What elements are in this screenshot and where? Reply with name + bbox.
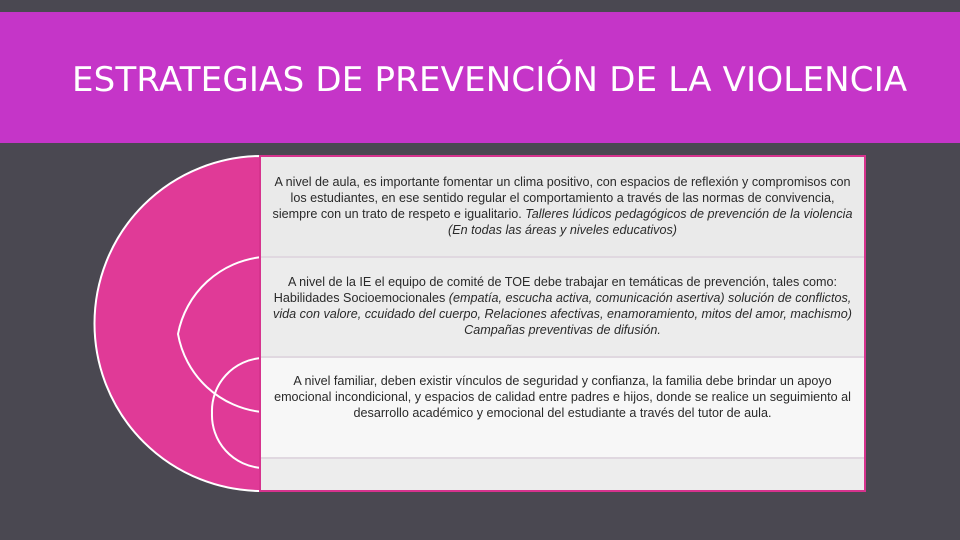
strategy-item-1-text: A nivel de aula, es importante fomentar un clima positivo, con espacios de reflexión y compromisos con los estudiantes, en ese sentido regular el comportamiento a través de las normas de convivencia, siempre con un trato de respeto e igualitario. [272, 175, 851, 221]
slide-title: ESTRATEGIAS DE PREVENCIÓN DE LA VIOLENCIA [72, 60, 908, 100]
strategy-item-3 [260, 357, 865, 458]
strategy-item-1 [260, 156, 865, 257]
strategy-item-empty [260, 458, 865, 491]
strategy-item-2-italic: (empatía, escucha activa, comunicación asertiva) solución de conflictos, vida con valore, ccuidado del cuerpo, Relaciones afectivas, enamoramiento, mitos del amor, machismo) Campañas preventivas de difusión. [273, 291, 852, 337]
strategy-item-2 [260, 257, 865, 357]
strategy-item-2-text: A nivel de la IE el equipo de comité de TOE debe trabajar en temáticas de prevención, tales como: Habilidades Socioemocionales [273, 275, 838, 305]
strategy-item-3-text: A nivel familiar, deben existir vínculos de seguridad y confianza, la familia debe brindar un apoyo emocional incondicional, y espacios de calidad entre padres e hijos, donde se realice un seguimiento al desarrollo académico y emocional del estudiante a través del tutor de aula. [274, 374, 851, 420]
strategy-item-1-italic: Talleres lúdicos pedagógicos de prevención de la violencia (En todas las áreas y niveles educativos) [448, 207, 853, 237]
